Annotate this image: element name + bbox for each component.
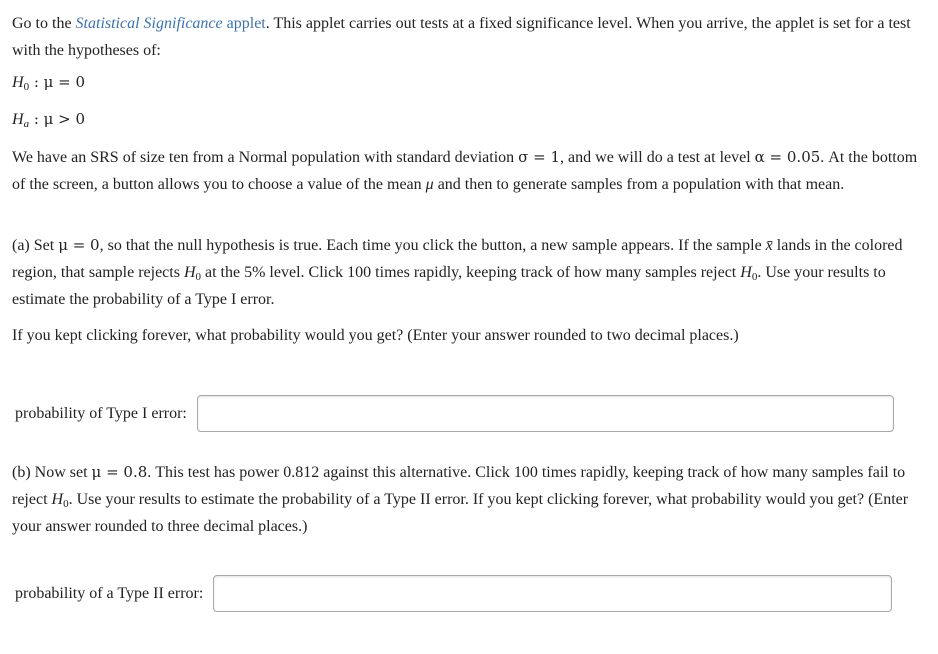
part-a-text-1: (a) Set (12, 237, 59, 254)
null-hyp-rest: : μ = 0 (29, 73, 86, 91)
intro-text: . This applet carries out tests at a fixed significance level. When you arrive, the applet is set for a test with the hypotheses of: (12, 15, 911, 59)
type2-answer-row (15, 575, 892, 612)
part-a-text-2: , so that the null hypothesis is true. Each time you click the button, a new sample appears. If the sample (99, 237, 766, 254)
part-a-text-5: . Use your results to estimate the probability of a Type I error. (12, 264, 886, 308)
part-a-h0-sub: 0 (195, 271, 201, 283)
part-a-mu-value: μ = 0 (58, 236, 100, 254)
intro-paragraph (12, 10, 924, 64)
null-hyp-symbol: H (12, 74, 24, 91)
setup-text-4: and then to generate samples from a population with that mean. (433, 176, 845, 193)
part-b-text-3: . Use your results to estimate the probability of a Type II error. If you kept clicking forever, what probability would you get? (Enter your answer rounded to three decimal places.) (12, 491, 909, 535)
applet-link[interactable] (76, 15, 266, 32)
part-a-question: If you kept clicking forever, what probability would you get? (Enter your answer rounded to two decimal places.) (12, 327, 739, 344)
part-a-h0-sub-2: 0 (751, 271, 758, 283)
applet-link-suffix[interactable]: applet (222, 15, 266, 32)
xbar-symbol: x̄ (765, 237, 773, 254)
type1-answer-label: probability of Type I error: (15, 404, 187, 422)
setup-text-3: . At the bottom of the screen, a button allows you to choose a value of the mean (12, 149, 918, 193)
type1-answer-input[interactable] (197, 395, 894, 432)
alt-hyp-rest: : μ > 0 (29, 110, 86, 128)
part-a-text-4: at the 5% level. Click 100 times rapidly, keeping track of how many samples reject (201, 264, 741, 281)
type2-answer-input[interactable] (213, 575, 892, 612)
null-hypothesis (12, 73, 85, 92)
setup-text-1: We have an SRS of size ten from a Normal population with standard deviation (12, 149, 519, 166)
part-a-text-3: lands in the colored region, that sample rejects (12, 237, 903, 281)
intro-lead: Go to the (12, 15, 76, 32)
part-a-paragraph (12, 232, 924, 313)
mu-symbol: μ (425, 176, 434, 193)
alt-hyp-sub: a (23, 118, 30, 130)
part-a-h0-symbol: H (183, 264, 196, 281)
type2-answer-label: probability of a Type II error: (15, 584, 204, 602)
setup-text-2: , and we will do a test at level (560, 149, 755, 166)
part-a-h0-symbol-2: H (740, 264, 752, 281)
part-b-h0-sub: 0 (63, 498, 69, 510)
part-b-mu-value: μ = 0.8 (91, 463, 148, 481)
part-b-h0-symbol: H (51, 491, 64, 508)
alpha-value: α = 0.05 (754, 148, 821, 166)
sigma-value: σ = 1 (518, 148, 561, 166)
applet-link-name[interactable]: Statistical Significance (75, 15, 223, 32)
alt-hypothesis (12, 110, 85, 129)
setup-paragraph (12, 144, 924, 198)
part-b-text-2: . This test has power 0.812 against this alternative. Click 100 times rapidly, keeping track of how many samples fail to reject (12, 464, 906, 508)
type1-answer-row (15, 395, 894, 432)
part-b-text-1: (b) Now set (12, 464, 92, 481)
part-b-paragraph (12, 459, 924, 540)
null-hyp-sub: 0 (23, 81, 30, 93)
alt-hyp-symbol: H (12, 111, 24, 128)
